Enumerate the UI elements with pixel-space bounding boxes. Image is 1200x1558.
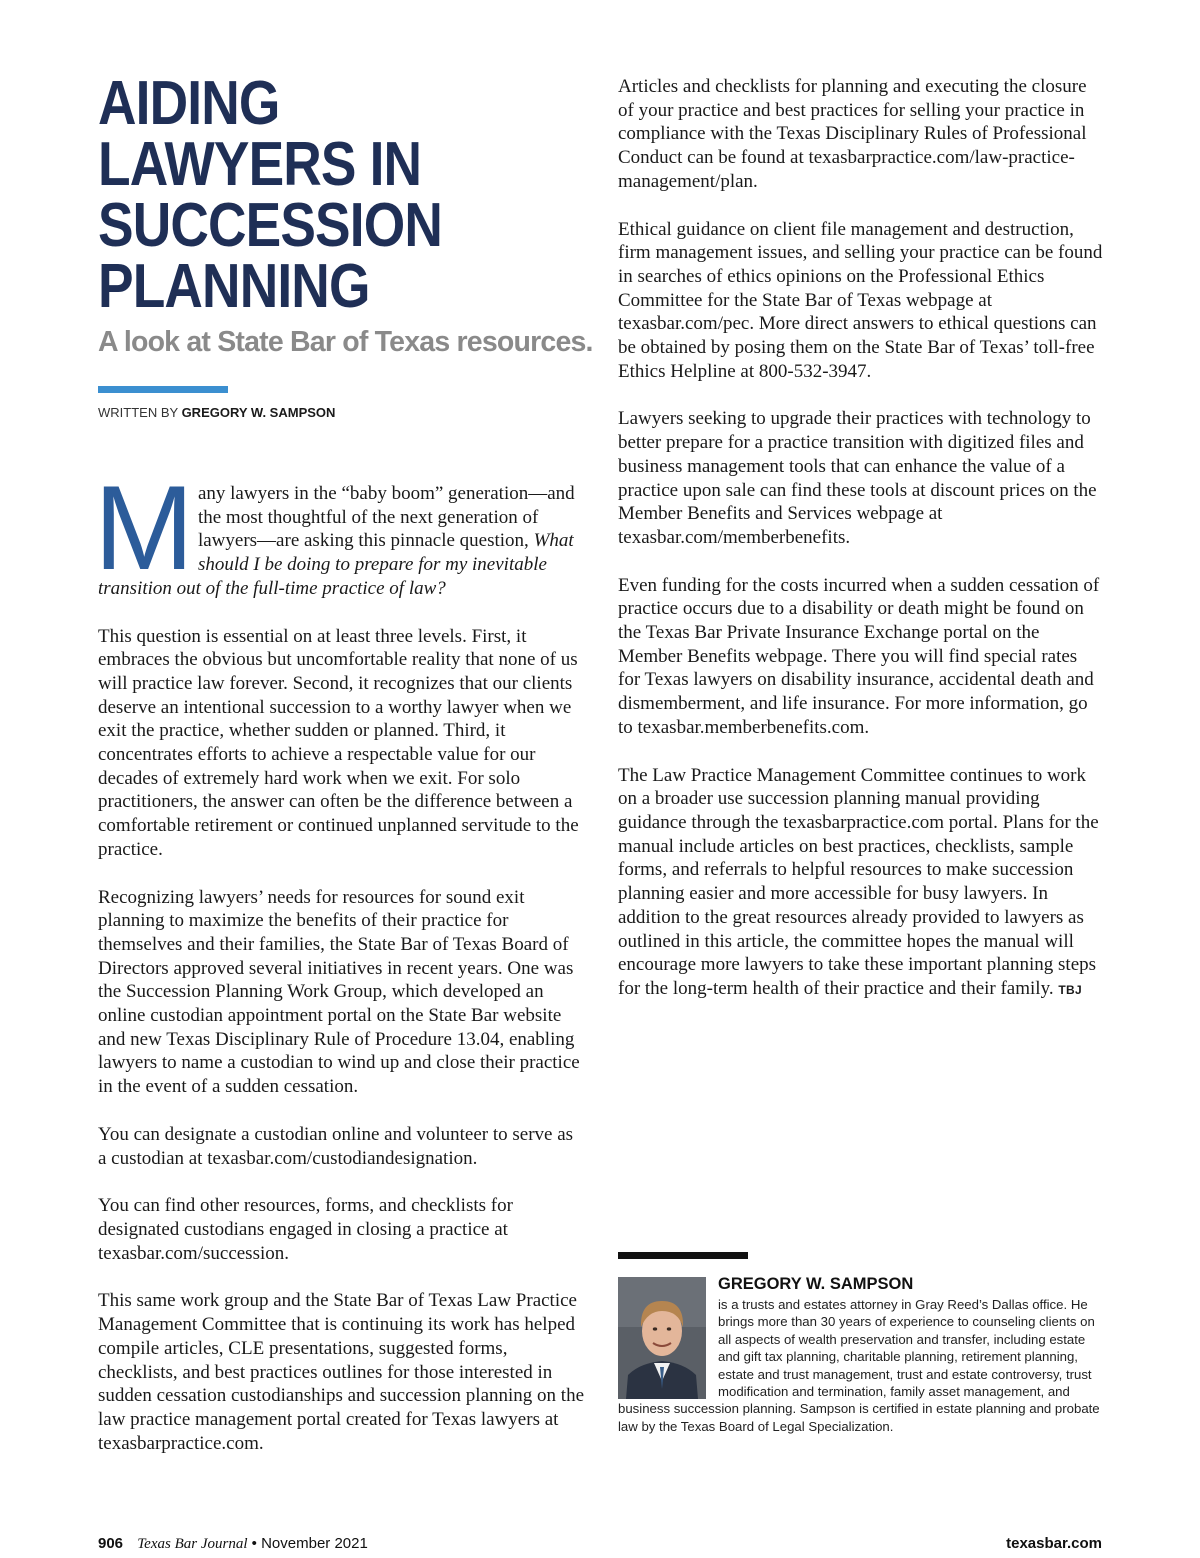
bio-rule [618, 1252, 748, 1259]
paragraph-1 [94, 461, 586, 601]
paragraph-5: You can find other resources, forms, and checklists for designated custodians engaged in closing a practice at texasbar.com/succession. [98, 1195, 513, 1264]
issue-date: November 2021 [261, 1535, 368, 1552]
title-line: AIDING [98, 69, 280, 138]
article-subtitle: A look at State Bar of Texas resources. [98, 326, 593, 358]
paragraph-2: This question is essential on at least three levels. First, it embraces the obvious but uncomfortable reality that none of us will practice law forever. Second, it recognizes that our clients deserve an intentional succession to a worthy lawyer when we exit the practice, whether sudden or planned. Third, it concentrates efforts to achieve a respectable value for our decades of extremely hard work when we exit. For solo practitioners, the answer can often be the difference between a comfortable retirement or continued unplanned servitude to the practice. [98, 625, 579, 860]
title-line: PLANNING [98, 252, 370, 321]
right-column [618, 75, 1104, 1027]
byline [98, 405, 335, 420]
paragraph-4: You can designate a custodian online and volunteer to serve as a custodian at texasbar.com/custodiandesignation. [98, 1123, 574, 1169]
paragraph-8: Ethical guidance on client file management and destruction, firm management issues, and selling your practice can be found in searches of ethics opinions on the Professional Ethics Committee for the State Bar of Texas webpage at texasbar.com/pec. More direct answers to ethical questions can be obtained by posing them on the State Bar of Texas’ toll-free Ethics Helpline at 800-532-3947. [618, 218, 1103, 382]
paragraph-6: This same work group and the State Bar of Texas Law Practice Management Committee that is continuing its work has helped compile articles, CLE presentations, suggested forms, checklists, and best practices outlines for those interested in sudden cessation custodianships and succession planning on the law practice management portal created for Texas lawyers at texasbarpractice.com. [98, 1290, 585, 1454]
end-mark: TBJ [1058, 982, 1082, 997]
paragraph-10: Even funding for the costs incurred when a sudden cessation of practice occurs due to a disability or death might be found on the Texas Bar Private Insurance Exchange portal on the Member Benefits webpage. There you will find special rates for Texas lawyers on disability insurance, accidental death and dismemberment, and life insurance. For more information, go to texasbar.memberbenefits.com. [618, 574, 1100, 738]
paragraph-11-text: The Law Practice Management Committee continues to work on a broader use succession planning manual providing guidance through the texasbarpractice.com portal. Plans for the manual include articles on best practices, checklists, sample forms, and referrals to helpful resources to make succession planning easier and more accessible for busy lawyers. In addition to the great resources already provided to lawyers as outlined in this article, the committee hopes the manual will encourage more lawyers to take these important planning steps for the long-term health of their practice and their family. [618, 764, 1099, 999]
bio-name: GREGORY W. SAMPSON [718, 1275, 914, 1293]
article-title [98, 69, 442, 321]
left-column [94, 461, 586, 1479]
paragraph-1-question: What should I be doing to prepare for my inevitable transition out of the full-time practice of law? [98, 530, 574, 599]
byline-prefix: WRITTEN BY [98, 405, 178, 420]
journal-name: Texas Bar Journal [137, 1536, 248, 1552]
accent-rule [98, 386, 228, 393]
paragraph-3: Recognizing lawyers’ needs for resources for sound exit planning to maximize the benefits of their practice for themselves and their families, the State Bar of Texas Board of Directors approved several initiatives in recent years. One was the Succession Planning Work Group, which developed an online custodian appointment portal on the State Bar website and new Texas Disciplinary Rule of Procedure 13.04, enabling lawyers to name a custodian to wind up and close their practice in the event of a sudden cessation. [98, 886, 580, 1098]
paragraph-7: Articles and checklists for planning and executing the closure of your practice and best practices for selling your practice in compliance with the Texas Disciplinary Rules of Professional Conduct can be found at texasbarpractice.com/law-practice-management/plan. [618, 76, 1087, 192]
bio-photo-spacer [618, 1274, 718, 1398]
author-bio [618, 1274, 1104, 1435]
footer-site: texasbar.com [1006, 1535, 1102, 1552]
title-line: SUCCESSION [98, 191, 442, 260]
paragraph-9: Lawyers seeking to upgrade their practices with technology to better prepare for a practice transition with digitized files and business management tools that can enhance the value of a practice upon sale can find these tools at discount prices on the Member Benefits and Services webpage at texasbar.com/memberbenefits. [618, 408, 1097, 548]
drop-cap: M [94, 461, 188, 595]
footer-left [98, 1535, 368, 1553]
byline-author: GREGORY W. SAMPSON [181, 405, 336, 420]
footer-separator: • [251, 1535, 257, 1552]
paragraph-1-text: any lawyers in the “baby boom” generation—and the most thoughtful of the next generation of lawyers—are asking this pinnacle question, [197, 483, 575, 552]
paragraph-11 [618, 764, 1104, 1003]
page-number: 906 [98, 1535, 124, 1552]
bio-text: is a trusts and estates attorney in Gray Reed’s Dallas office. He brings more than 30 years of experience to counseling clients on all aspects of wealth preservation and transfer, including estate and gift tax planning, charitable planning, retirement planning, estate and trust management, trust and estate controversy, trust modification and termination, family asset management, and business succession planning. Sampson is certified in estate planning and probate law by the Texas Board of Legal Specialization. [618, 1297, 1100, 1434]
title-line: LAWYERS IN [98, 130, 422, 199]
